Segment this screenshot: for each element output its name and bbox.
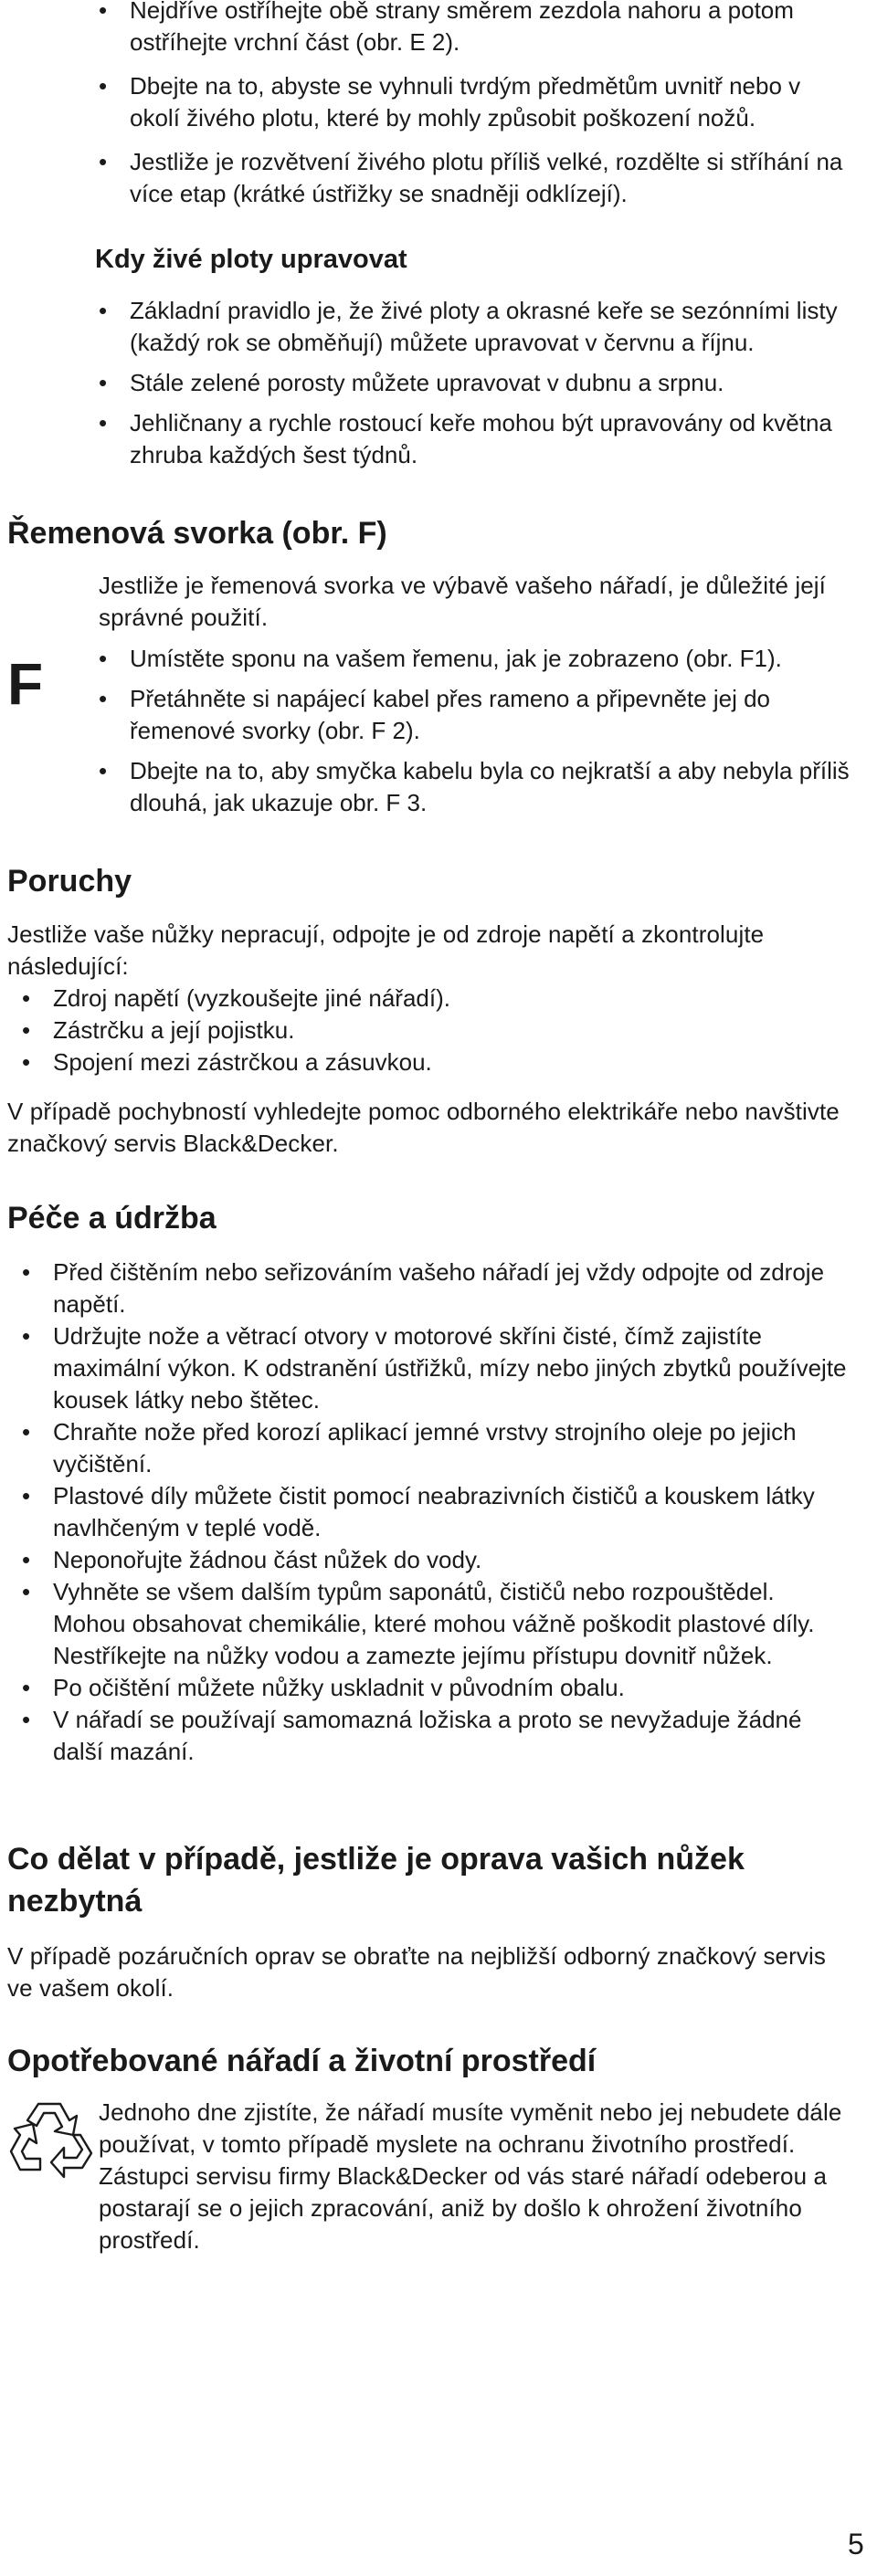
list-item: • Nejdříve ostříhejte obě strany směrem zezdola nahoru a potom ostříhejte vrchní část (obr. E 2). — [130, 0, 851, 58]
list-item: • Chraňte nože před korozí aplikací jemné vrstvy strojního oleje po jejich vyčištění. — [53, 1416, 848, 1480]
repair-heading-line-2: nezbytná — [7, 1884, 143, 1919]
list-item: • Před čištěním nebo seřizováním vašeho nářadí jej vždy odpojte od zdroje napětí. — [53, 1256, 848, 1320]
figure-letter: F — [7, 651, 44, 717]
strap-intro: Jestliže je řemenová svorka ve výbavě vašeho nářadí, je důležité její správné použití. — [99, 572, 826, 631]
list-item: • V nářadí se používají samomazná ložiska a proto se nevyžaduje žádné další mazání. — [53, 1704, 848, 1768]
list-item: • Jestliže je rozvětvení živého plotu příliš velké, rozdělte si stříhání na více etap (krátké ústřižky se snadněji odklízejí). — [130, 146, 851, 210]
list-item: • Zástrčku a její pojistku. — [53, 1015, 848, 1046]
faults-outro: V případě pochybností vyhledejte pomoc odborného elektrikáře nebo navštivte značkový servis Black&Decker. — [7, 1098, 840, 1157]
list-item: • Spojení mezi zástrčkou a zásuvkou. — [53, 1046, 848, 1078]
strap-heading: Řemenová svorka (obr. F) — [7, 516, 387, 551]
list-item: • Umístěte sponu na vašem řemenu, jak je zobrazeno (obr. F1). — [130, 643, 851, 675]
when-heading: Kdy živé ploty upravovat — [95, 245, 407, 274]
intro-bullet-list — [130, 0, 851, 223]
page-number: 5 — [848, 2528, 864, 2560]
list-item: • Základní pravidlo je, že živé ploty a okrasné keře se sezónními listy (každý rok se obměňují) můžete upravovat v červnu a říjnu. — [130, 295, 851, 359]
list-item: • Udržujte nože a větrací otvory v motorové skříni čisté, čímž zajistíte maximální výkon. K odstranění ústřižků, mízy nebo jiných zbytků používejte kousek látky nebo štětec. — [53, 1320, 848, 1416]
recycle-icon — [7, 2097, 93, 2179]
env-heading: Opotřebované nářadí a životní prostředí — [7, 2044, 597, 2078]
list-item: • Plastové díly můžete čistit pomocí neabrazivních čističů a kouskem látky navlhčeným v teplé vodě. — [53, 1480, 848, 1544]
list-item: • Přetáhněte si napájecí kabel přes rameno a připevněte jej do řemenové svorky (obr. F 2). — [130, 683, 851, 747]
strap-bullet-list — [130, 643, 851, 832]
repair-text: V případě pozáručních oprav se obraťte na nejbližší odborný značkový servis ve vašem okolí. — [7, 1942, 826, 2002]
list-item: • Stále zelené porosty můžete upravovat v dubnu a srpnu. — [130, 367, 851, 399]
list-item: • Po očištění můžete nůžky uskladnit v původním obalu. — [53, 1672, 848, 1704]
faults-bullet-list — [53, 983, 848, 1078]
list-item: • Jehličnany a rychle rostoucí keře mohou být upravovány od května zhruba každých šest týdnů. — [130, 407, 851, 471]
list-item: • Vyhněte se všem dalším typům saponátů, čističů nebo rozpouštědel. Mohou obsahovat chemikálie, které mohou vážně poškodit plastové díly. Nestříkejte na nůžky vodou a zamezte jejímu přístupu dovnitř nůžek. — [53, 1576, 848, 1672]
list-item: • Dbejte na to, abyste se vyhnuli tvrdým předmětům uvnitř nebo v okolí živého plotu, které by mohly způsobit poškození nožů. — [130, 70, 851, 134]
care-heading: Péče a údržba — [7, 1201, 217, 1235]
faults-heading: Poruchy — [7, 864, 132, 899]
env-text: Jednoho dne zjistíte, že nářadí musíte vyměnit nebo jej nebudete dále používat, v tomto případě myslete na ochranu životního prostředí. Zástupci servisu firmy Black&Decker od vás staré nářadí odeberou a postarají se o jejich zpracování, aniž by došlo k ohrožení životního prostředí. — [99, 2098, 842, 2254]
care-bullet-list — [53, 1256, 848, 1768]
list-item: • Neponořujte žádnou část nůžek do vody. — [53, 1544, 848, 1576]
repair-heading-line-1: Co dělat v případě, jestliže je oprava vašich nůžek — [7, 1842, 745, 1877]
list-item: • Zdroj napětí (vyzkoušejte jiné nářadí). — [53, 983, 848, 1015]
when-bullet-list — [130, 295, 851, 484]
faults-intro: Jestliže vaše nůžky nepracují, odpojte je od zdroje napětí a zkontrolujte následující: — [7, 920, 765, 980]
list-item: • Dbejte na to, aby smyčka kabelu byla co nejkratší a aby nebyla příliš dlouhá, jak ukazuje obr. F 3. — [130, 755, 851, 819]
